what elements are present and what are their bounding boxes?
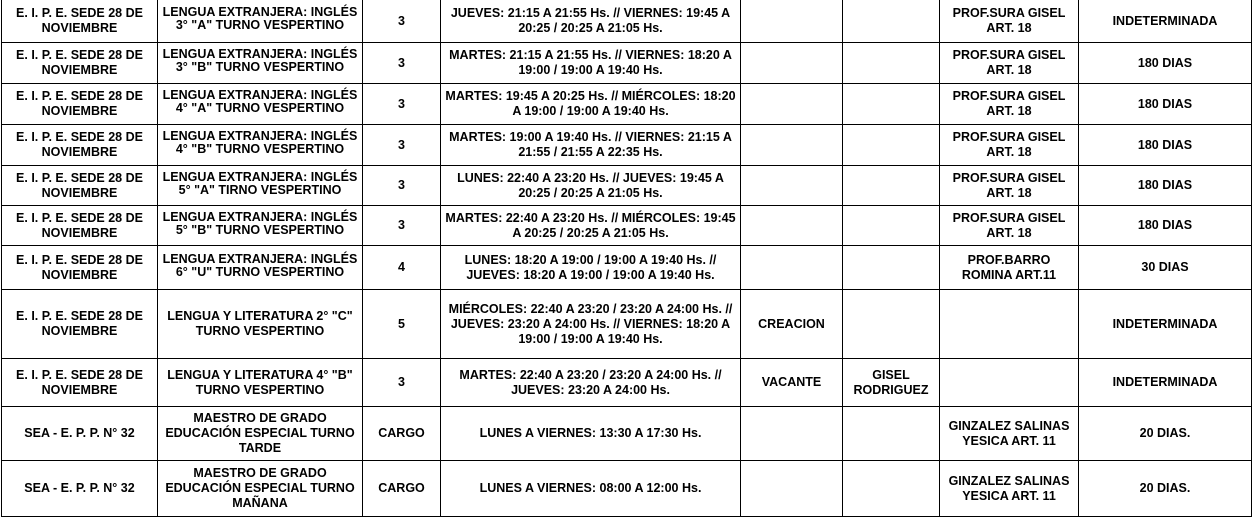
situation-cell: [741, 0, 843, 43]
schedule-cell: MIÉRCOLES: 22:40 A 23:20 / 23:20 A 24:00 Hs. // JUEVES: 23:20 A 24:00 Hs. // VIERNES: 18:20 A 19:00 / 19:00 A 19:40 Hs.: [441, 290, 741, 359]
schedule-cell: MARTES: 22:40 A 23:20 Hs. // MIÉRCOLES: 19:45 A 20:25 / 20:25 A 21:05 Hs.: [441, 206, 741, 246]
schedule-cell: LUNES A VIERNES: 08:00 A 12:00 Hs.: [441, 461, 741, 517]
table-row: [2, 166, 1252, 206]
situation-cell: VACANTE: [741, 359, 843, 407]
hours-cell: 3: [363, 84, 441, 125]
assignments-table: [1, 0, 1252, 517]
situation-cell: [741, 206, 843, 246]
hours-cell: CARGO: [363, 407, 441, 461]
situation-cell: [741, 84, 843, 125]
holder-cell: [843, 407, 940, 461]
subject-text: LENGUA EXTRANJERA: INGLÉS 3° "B" TURNO VESPERTINO: [162, 47, 358, 74]
schedule-cell: JUEVES: 21:15 A 21:55 Hs. // VIERNES: 19:45 A 20:25 / 20:25 A 21:05 Hs.: [441, 0, 741, 43]
replacement-cell: PROF.SURA GISEL ART. 18: [940, 84, 1079, 125]
replacement-cell: GINZALEZ SALINAS YESICA ART. 11: [940, 407, 1079, 461]
situation-cell: [741, 246, 843, 290]
holder-cell: [843, 461, 940, 517]
holder-cell: [843, 246, 940, 290]
school-cell: SEA - E. P. P. N° 32: [2, 407, 158, 461]
table-row: [2, 0, 1252, 43]
replacement-cell: PROF.SURA GISEL ART. 18: [940, 0, 1079, 43]
table-row: [2, 461, 1252, 517]
subject-cell: [158, 84, 363, 125]
table-row: [2, 246, 1252, 290]
table-row: [2, 407, 1252, 461]
hours-cell: 3: [363, 125, 441, 166]
situation-cell: [741, 461, 843, 517]
school-cell: E. I. P. E. SEDE 28 DE NOVIEMBRE: [2, 359, 158, 407]
schedule-cell: LUNES A VIERNES: 13:30 A 17:30 Hs.: [441, 407, 741, 461]
schedule-cell: MARTES: 21:15 A 21:55 Hs. // VIERNES: 18:20 A 19:00 / 19:00 A 19:40 Hs.: [441, 43, 741, 84]
holder-cell: [843, 166, 940, 206]
subject-text: LENGUA EXTRANJERA: INGLÉS 4° "A" TURNO VESPERTINO: [162, 88, 358, 115]
schedule-cell: MARTES: 22:40 A 23:20 / 23:20 A 24:00 Hs. // JUEVES: 23:20 A 24:00 Hs.: [441, 359, 741, 407]
holder-cell: [843, 290, 940, 359]
hours-cell: 3: [363, 206, 441, 246]
subject-text: LENGUA EXTRANJERA: INGLÉS 4° "B" TURNO VESPERTINO: [162, 129, 358, 156]
table-row: [2, 125, 1252, 166]
school-cell: E. I. P. E. SEDE 28 DE NOVIEMBRE: [2, 0, 158, 43]
hours-cell: 3: [363, 359, 441, 407]
subject-text-clip: [161, 0, 359, 42]
hours-cell: 4: [363, 246, 441, 290]
duration-cell: INDETERMINADA: [1079, 290, 1252, 359]
situation-cell: [741, 125, 843, 166]
duration-cell: INDETERMINADA: [1079, 0, 1252, 43]
subject-cell: [158, 166, 363, 206]
replacement-cell: PROF.SURA GISEL ART. 18: [940, 125, 1079, 166]
situation-cell: [741, 43, 843, 84]
holder-cell: [843, 0, 940, 43]
subject-cell: [158, 246, 363, 290]
assignments-table-body: [2, 0, 1252, 517]
table-row: [2, 359, 1252, 407]
duration-cell: 20 DIAS.: [1079, 461, 1252, 517]
school-cell: E. I. P. E. SEDE 28 DE NOVIEMBRE: [2, 84, 158, 125]
subject-cell: [158, 0, 363, 43]
replacement-cell: PROF.SURA GISEL ART. 18: [940, 166, 1079, 206]
duration-cell: 180 DIAS: [1079, 125, 1252, 166]
schedule-cell: LUNES: 18:20 A 19:00 / 19:00 A 19:40 Hs. // JUEVES: 18:20 A 19:00 / 19:00 A 19:40 Hs.: [441, 246, 741, 290]
subject-cell: [158, 206, 363, 246]
table-row: [2, 206, 1252, 246]
table-row: [2, 84, 1252, 125]
replacement-cell: [940, 290, 1079, 359]
school-cell: E. I. P. E. SEDE 28 DE NOVIEMBRE: [2, 246, 158, 290]
subject-text-clip: [161, 43, 359, 83]
school-cell: E. I. P. E. SEDE 28 DE NOVIEMBRE: [2, 290, 158, 359]
table-row: [2, 290, 1252, 359]
duration-cell: 30 DIAS: [1079, 246, 1252, 290]
replacement-cell: [940, 359, 1079, 407]
subject-cell: LENGUA Y LITERATURA 2° "C" TURNO VESPERTINO: [158, 290, 363, 359]
hours-cell: 3: [363, 0, 441, 43]
subject-text-clip: [161, 84, 359, 124]
subject-text-clip: [161, 125, 359, 165]
hours-cell: 3: [363, 43, 441, 84]
subject-text-clip: [161, 206, 359, 245]
situation-cell: CREACION: [741, 290, 843, 359]
hours-cell: 5: [363, 290, 441, 359]
situation-cell: [741, 407, 843, 461]
subject-text: LENGUA EXTRANJERA: INGLÉS 5° "B" TURNO VESPERTINO: [162, 209, 358, 237]
holder-cell: [843, 43, 940, 84]
school-cell: E. I. P. E. SEDE 28 DE NOVIEMBRE: [2, 125, 158, 166]
duration-cell: 180 DIAS: [1079, 206, 1252, 246]
duration-cell: 180 DIAS: [1079, 43, 1252, 84]
holder-cell: [843, 206, 940, 246]
subject-text: LENGUA EXTRANJERA: INGLÉS 3° "A" TURNO VESPERTINO: [162, 5, 358, 32]
replacement-cell: GINZALEZ SALINAS YESICA ART. 11: [940, 461, 1079, 517]
holder-cell: [843, 125, 940, 166]
schedule-cell: MARTES: 19:45 A 20:25 Hs. // MIÉRCOLES: 18:20 A 19:00 / 19:00 A 19:40 Hs.: [441, 84, 741, 125]
replacement-cell: PROF.BARRO ROMINA ART.11: [940, 246, 1079, 290]
schedule-cell: MARTES: 19:00 A 19:40 Hs. // VIERNES: 21:15 A 21:55 / 21:55 A 22:35 Hs.: [441, 125, 741, 166]
school-cell: E. I. P. E. SEDE 28 DE NOVIEMBRE: [2, 206, 158, 246]
replacement-cell: PROF.SURA GISEL ART. 18: [940, 43, 1079, 84]
hours-cell: CARGO: [363, 461, 441, 517]
school-cell: E. I. P. E. SEDE 28 DE NOVIEMBRE: [2, 166, 158, 206]
holder-cell: [843, 84, 940, 125]
subject-text: LENGUA EXTRANJERA: INGLÉS 5° "A" TIRNO VESPERTINO: [162, 169, 358, 197]
subject-cell: [158, 43, 363, 84]
duration-cell: 20 DIAS.: [1079, 407, 1252, 461]
subject-cell: MAESTRO DE GRADO EDUCACIÓN ESPECIAL TURNO MAÑANA: [158, 461, 363, 517]
school-cell: E. I. P. E. SEDE 28 DE NOVIEMBRE: [2, 43, 158, 84]
situation-cell: [741, 166, 843, 206]
subject-text-clip: [161, 246, 359, 289]
school-cell: SEA - E. P. P. N° 32: [2, 461, 158, 517]
duration-cell: INDETERMINADA: [1079, 359, 1252, 407]
replacement-cell: PROF.SURA GISEL ART. 18: [940, 206, 1079, 246]
subject-cell: LENGUA Y LITERATURA 4° "B" TURNO VESPERTINO: [158, 359, 363, 407]
subject-cell: [158, 125, 363, 166]
holder-cell: GISEL RODRIGUEZ: [843, 359, 940, 407]
duration-cell: 180 DIAS: [1079, 84, 1252, 125]
hours-cell: 3: [363, 166, 441, 206]
subject-text-clip: [161, 166, 359, 205]
subject-text: LENGUA EXTRANJERA: INGLÉS 6° "U" TURNO VESPERTINO: [162, 251, 358, 279]
schedule-cell: LUNES: 22:40 A 23:20 Hs. // JUEVES: 19:45 A 20:25 / 20:25 A 21:05 Hs.: [441, 166, 741, 206]
duration-cell: 180 DIAS: [1079, 166, 1252, 206]
subject-cell: MAESTRO DE GRADO EDUCACIÓN ESPECIAL TURNO TARDE: [158, 407, 363, 461]
table-row: [2, 43, 1252, 84]
